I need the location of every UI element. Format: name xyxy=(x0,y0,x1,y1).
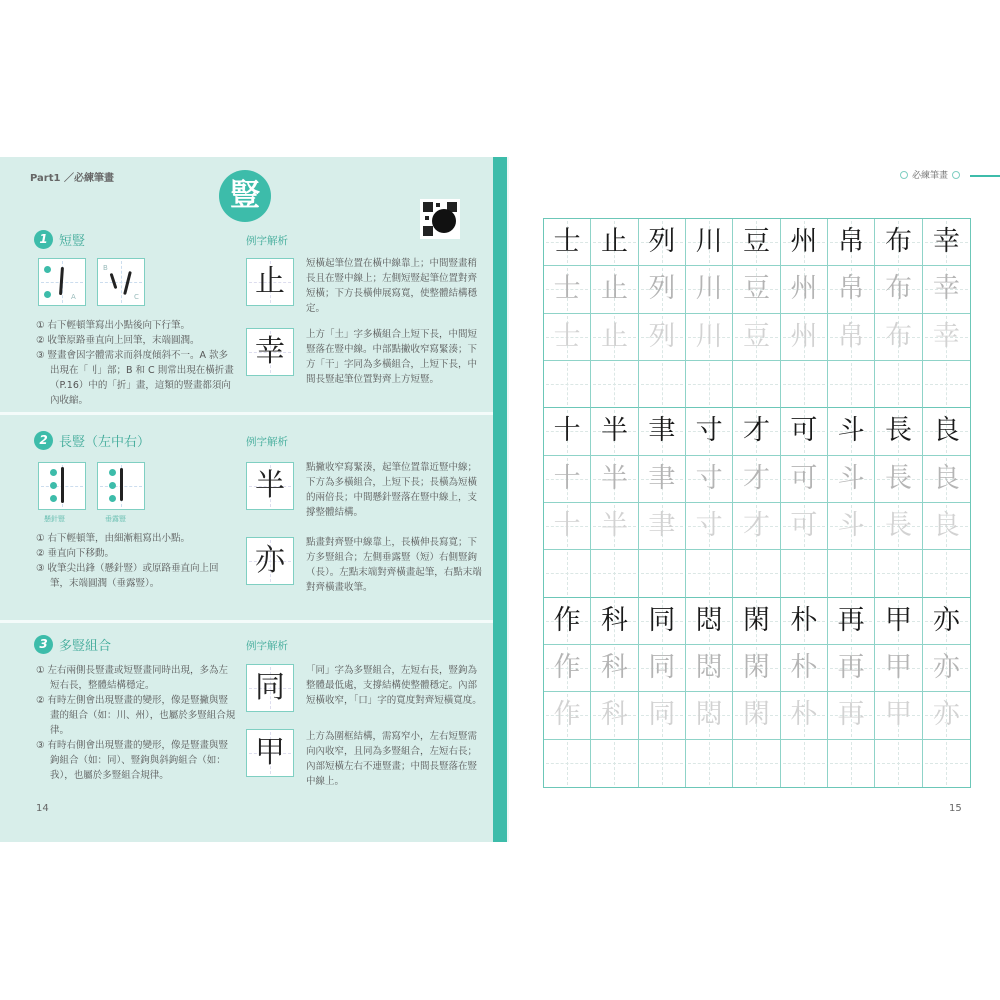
trace-character: 斗 xyxy=(837,462,865,494)
practice-cell xyxy=(828,219,875,266)
example-description: 「同」字為多豎組合，左短右長，豎鉤為整體最低處，支撐結構使整體穩定。內部短橫收窄，「口」字的寬度對齊短橫寬度。 xyxy=(306,665,482,706)
chapter-header xyxy=(900,168,960,181)
practice-cell xyxy=(544,503,591,550)
practice-cell xyxy=(591,550,638,597)
section-number-badge: 3 xyxy=(34,635,53,654)
rule-item: ① 左右兩側長豎畫或短豎畫同時出現，多為左短右長，整體結構穩定。 xyxy=(36,665,229,691)
trace-character: 才 xyxy=(742,462,770,494)
practice-cell xyxy=(781,456,828,503)
model-character: 朴 xyxy=(790,604,818,636)
header-rule xyxy=(970,175,1000,177)
trace-character: 十 xyxy=(553,509,581,541)
trace-character: 朴 xyxy=(790,699,818,731)
example-description: 上方「土」字多橫組合上短下長，中間短豎落在豎中線。中部點撇收窄寫緊湊；下方「干」字同為多橫組合，上短下長，中間長豎起筆位置對齊上方短豎。 xyxy=(306,329,478,385)
section-heading xyxy=(34,230,85,249)
practice-cell xyxy=(923,314,970,361)
practice-cell xyxy=(591,266,638,313)
practice-cell xyxy=(639,456,686,503)
practice-cell xyxy=(686,740,733,787)
practice-cell xyxy=(544,740,591,787)
model-character: 才 xyxy=(742,415,770,447)
trace-character: 亦 xyxy=(932,699,960,731)
trace-character: 悶 xyxy=(695,699,723,731)
practice-cell xyxy=(828,740,875,787)
example-description: 點畫對齊豎中線靠上，長橫伸長寫寬；下方多豎組合；左側垂露豎（短）右側豎鉤（長）。左點末端對齊橫畫起筆，右點末端對齊橫畫收筆。 xyxy=(306,537,482,593)
trace-character: 州 xyxy=(790,273,818,305)
trace-character: 列 xyxy=(648,320,676,352)
practice-cell xyxy=(591,740,638,787)
practice-cell xyxy=(875,314,922,361)
practice-cell xyxy=(733,456,780,503)
example-char-box: 止 xyxy=(246,258,294,306)
model-character: 豆 xyxy=(742,226,770,257)
example-char-box: 半 xyxy=(246,462,294,510)
practice-cell xyxy=(639,266,686,313)
practice-cell xyxy=(781,598,828,645)
trace-character: 斗 xyxy=(837,509,865,541)
model-character: 幸 xyxy=(932,226,960,257)
example-description: 短橫起筆位置在橫中線靠上；中間豎畫稍長且在豎中線上；左側短豎起筆位置對齊短橫；下方長橫伸展寫寬，使整體結構穩定。 xyxy=(306,258,478,314)
trace-character: 亦 xyxy=(932,651,960,683)
trace-character: 閑 xyxy=(742,699,770,731)
left-page xyxy=(0,157,493,842)
trace-character: 長 xyxy=(884,462,912,494)
practice-cell xyxy=(781,408,828,455)
title-character-badge: 豎 xyxy=(219,170,271,222)
practice-cell xyxy=(875,598,922,645)
section-title: 多豎組合 xyxy=(59,639,112,654)
practice-cell xyxy=(875,408,922,455)
example-label: 例字解析 xyxy=(246,436,288,448)
part-label: Part1 ／必練筆畫 xyxy=(30,173,114,184)
practice-cell xyxy=(875,266,922,313)
example-label: 例字解析 xyxy=(246,640,288,652)
trace-character: 寸 xyxy=(695,462,723,494)
model-character: 長 xyxy=(884,415,912,447)
stroke-diagram-xuanzhen xyxy=(38,462,86,510)
trace-character: 良 xyxy=(932,462,960,494)
practice-cell xyxy=(639,219,686,266)
practice-cell xyxy=(781,503,828,550)
practice-cell xyxy=(828,598,875,645)
practice-cell xyxy=(828,266,875,313)
rule-item: ① 右下輕頓筆，由細漸粗寫出小點。 xyxy=(36,533,191,544)
practice-cell xyxy=(733,503,780,550)
teal-spine-bar xyxy=(493,157,507,842)
trace-character: 止 xyxy=(600,273,628,305)
practice-cell xyxy=(686,503,733,550)
practice-cell xyxy=(875,645,922,692)
trace-character: 悶 xyxy=(695,651,723,683)
ring-icon xyxy=(900,171,908,179)
trace-character: 布 xyxy=(884,273,912,305)
practice-cell xyxy=(923,503,970,550)
model-character: 布 xyxy=(884,226,912,257)
practice-cell xyxy=(923,456,970,503)
practice-cell xyxy=(544,456,591,503)
page-number: 15 xyxy=(949,803,962,814)
practice-cell xyxy=(923,266,970,313)
practice-cell xyxy=(544,408,591,455)
practice-cell xyxy=(591,503,638,550)
practice-cell xyxy=(828,645,875,692)
practice-cell xyxy=(591,456,638,503)
practice-cell xyxy=(781,266,828,313)
practice-cell xyxy=(591,645,638,692)
practice-cell xyxy=(781,219,828,266)
practice-cell xyxy=(544,598,591,645)
stroke-diagram-bc: B C xyxy=(97,258,145,306)
section-long-vertical xyxy=(0,415,493,615)
practice-cell xyxy=(686,408,733,455)
practice-cell xyxy=(923,408,970,455)
chapter-title: 必練筆畫 xyxy=(912,171,949,181)
practice-cell xyxy=(781,692,828,739)
practice-cell xyxy=(591,408,638,455)
trace-character: 再 xyxy=(837,699,865,731)
model-character: 士 xyxy=(553,226,581,257)
trace-character: 再 xyxy=(837,651,865,683)
trace-character: 同 xyxy=(648,699,676,731)
trace-character: 科 xyxy=(600,699,628,731)
trace-character: 良 xyxy=(932,509,960,541)
model-character: 州 xyxy=(790,226,818,257)
trace-character: 甲 xyxy=(884,651,912,683)
trace-character: 幸 xyxy=(932,320,960,352)
trace-character: 半 xyxy=(600,462,628,494)
practice-cell xyxy=(591,692,638,739)
trace-character: 作 xyxy=(553,699,581,731)
rule-item: ① 右下輕頓筆寫出小點後向下行筆。 xyxy=(36,320,191,331)
practice-cell xyxy=(686,692,733,739)
practice-cell xyxy=(923,692,970,739)
practice-cell xyxy=(875,456,922,503)
practice-cell xyxy=(828,456,875,503)
trace-character: 可 xyxy=(790,462,818,494)
practice-cell xyxy=(828,550,875,597)
trace-character: 十 xyxy=(553,462,581,494)
example-description: 上方為圍框結構，需寫窄小，左右短豎需向內收窄，且同為多豎組合，左短右長；內部短橫左右不連豎畫；中間長豎落在豎中線上。 xyxy=(306,731,478,787)
practice-cell xyxy=(828,408,875,455)
section-short-vertical xyxy=(0,157,493,412)
practice-cell xyxy=(686,219,733,266)
practice-cell xyxy=(639,740,686,787)
practice-cell xyxy=(828,361,875,408)
practice-cell xyxy=(923,361,970,408)
practice-cell xyxy=(733,692,780,739)
practice-cell xyxy=(733,550,780,597)
model-character: 悶 xyxy=(695,604,723,636)
model-character: 甲 xyxy=(884,604,912,636)
section-heading xyxy=(34,431,150,450)
practice-cell xyxy=(639,361,686,408)
rule-item: ③ 有時右側會出現豎畫的變形，像是豎畫與豎鉤組合（如：同）、豎鉤與斜鉤組合（如：我），也屬於多豎組合規律。 xyxy=(36,740,229,781)
trace-character: 士 xyxy=(553,320,581,352)
trace-character: 可 xyxy=(790,509,818,541)
model-character: 科 xyxy=(600,604,628,636)
model-character: 半 xyxy=(600,415,628,447)
trace-character: 甲 xyxy=(884,699,912,731)
trace-character: 帛 xyxy=(837,320,865,352)
practice-cell xyxy=(875,550,922,597)
section-number-badge: 1 xyxy=(34,230,53,249)
trace-character: 豆 xyxy=(742,273,770,305)
practice-cell xyxy=(733,598,780,645)
practice-cell xyxy=(686,361,733,408)
practice-cell xyxy=(923,645,970,692)
model-character: 止 xyxy=(600,226,628,257)
rule-item: ② 有時左側會出現豎畫的變形，像是豎撇與豎畫的組合（如：川、州），也屬於多豎組合規律。 xyxy=(36,695,236,736)
practice-cell xyxy=(639,645,686,692)
practice-cell xyxy=(686,314,733,361)
model-character: 可 xyxy=(790,415,818,447)
rule-item: ③ 豎畫會因字體需求而斜度傾斜不一。A 款多出現在「刂」部；B 和 C 則常出現在橫折畫（P.16）中的「折」畫，這類的豎畫都須向內收縮。 xyxy=(36,350,234,406)
stroke-diagram-a: A xyxy=(38,258,86,306)
trace-character: 閑 xyxy=(742,651,770,683)
example-description: 點撇收窄寫緊湊，起筆位置靠近豎中線；下方為多橫組合，上短下長；長橫為短橫的兩倍長；中間懸針豎落在豎中線上，支撐整體結構。 xyxy=(306,462,478,518)
example-label: 例字解析 xyxy=(246,235,288,247)
practice-cell xyxy=(781,645,828,692)
model-character: 作 xyxy=(553,604,581,636)
practice-cell xyxy=(639,503,686,550)
practice-cell xyxy=(781,314,828,361)
model-character: 十 xyxy=(553,415,581,447)
trace-character: 寸 xyxy=(695,509,723,541)
practice-cell xyxy=(544,266,591,313)
trace-character: 布 xyxy=(884,320,912,352)
practice-grid xyxy=(543,218,971,788)
page-number: 14 xyxy=(36,803,49,814)
practice-cell xyxy=(686,598,733,645)
trace-character: 士 xyxy=(553,273,581,305)
stroke-diagram-chuilu xyxy=(97,462,145,510)
practice-cell xyxy=(828,314,875,361)
practice-cell xyxy=(639,408,686,455)
practice-cell xyxy=(875,361,922,408)
trace-character: 科 xyxy=(600,651,628,683)
model-character: 再 xyxy=(837,604,865,636)
practice-cell xyxy=(544,219,591,266)
practice-cell xyxy=(923,219,970,266)
model-character: 聿 xyxy=(648,415,676,447)
model-character: 亦 xyxy=(932,604,960,636)
practice-cell xyxy=(639,314,686,361)
model-character: 閑 xyxy=(742,604,770,636)
practice-cell xyxy=(733,645,780,692)
page-gutter xyxy=(507,157,509,842)
practice-cell xyxy=(591,598,638,645)
practice-cell xyxy=(923,740,970,787)
model-character: 川 xyxy=(695,226,723,257)
practice-cell xyxy=(733,408,780,455)
trace-character: 朴 xyxy=(790,651,818,683)
practice-cell xyxy=(639,550,686,597)
practice-cell xyxy=(639,598,686,645)
practice-cell xyxy=(686,266,733,313)
trace-character: 幸 xyxy=(932,273,960,305)
model-character: 寸 xyxy=(695,415,723,447)
practice-cell xyxy=(591,361,638,408)
example-char-box: 幸 xyxy=(246,328,294,376)
practice-cell xyxy=(875,503,922,550)
section-multi-vertical xyxy=(0,623,493,842)
section-title: 短豎 xyxy=(59,234,86,249)
practice-cell xyxy=(828,503,875,550)
practice-cell xyxy=(686,456,733,503)
model-character: 同 xyxy=(648,604,676,636)
section-title: 長豎（左中右） xyxy=(59,435,151,450)
practice-cell xyxy=(591,219,638,266)
rules-list xyxy=(36,318,236,408)
example-char-box: 同 xyxy=(246,664,294,712)
trace-character: 川 xyxy=(695,320,723,352)
practice-cell xyxy=(828,692,875,739)
trace-character: 州 xyxy=(790,320,818,352)
practice-cell xyxy=(875,740,922,787)
rules-list xyxy=(36,531,236,591)
section-number-badge: 2 xyxy=(34,431,53,450)
rules-list xyxy=(36,663,236,783)
practice-cell xyxy=(686,645,733,692)
stroke-caption: 垂露豎 xyxy=(105,515,126,523)
model-character: 列 xyxy=(648,226,676,257)
practice-cell xyxy=(544,645,591,692)
trace-character: 作 xyxy=(553,651,581,683)
trace-character: 同 xyxy=(648,651,676,683)
practice-cell xyxy=(781,550,828,597)
trace-character: 長 xyxy=(884,509,912,541)
rule-item: ② 垂直向下移動。 xyxy=(36,548,115,559)
practice-cell xyxy=(686,550,733,597)
practice-cell xyxy=(733,314,780,361)
practice-cell xyxy=(781,740,828,787)
model-character: 斗 xyxy=(837,415,865,447)
trace-character: 帛 xyxy=(837,273,865,305)
rule-item: ② 收筆原路垂直向上回筆，末端圓潤。 xyxy=(36,335,200,346)
practice-cell xyxy=(733,740,780,787)
practice-cell xyxy=(923,550,970,597)
practice-cell xyxy=(781,361,828,408)
trace-character: 豆 xyxy=(742,320,770,352)
practice-cell xyxy=(875,692,922,739)
trace-character: 半 xyxy=(600,509,628,541)
practice-cell xyxy=(544,314,591,361)
practice-cell xyxy=(544,550,591,597)
section-heading xyxy=(34,635,111,654)
example-char-box: 亦 xyxy=(246,537,294,585)
trace-character: 才 xyxy=(742,509,770,541)
practice-cell xyxy=(733,361,780,408)
practice-cell xyxy=(639,692,686,739)
stroke-caption: 懸針豎 xyxy=(44,515,65,523)
practice-cell xyxy=(544,361,591,408)
practice-cell xyxy=(544,692,591,739)
practice-cell xyxy=(591,314,638,361)
trace-character: 聿 xyxy=(648,509,676,541)
model-character: 帛 xyxy=(837,226,865,257)
practice-cell xyxy=(733,219,780,266)
model-character: 良 xyxy=(932,415,960,447)
ring-icon xyxy=(952,171,960,179)
rule-item: ③ 收筆尖出鋒（懸針豎）或原路垂直向上回筆，末端圓潤（垂露豎）。 xyxy=(36,563,219,589)
trace-character: 川 xyxy=(695,273,723,305)
practice-cell xyxy=(733,266,780,313)
practice-cell xyxy=(875,219,922,266)
trace-character: 列 xyxy=(648,273,676,305)
trace-character: 聿 xyxy=(648,462,676,494)
practice-cell xyxy=(923,598,970,645)
trace-character: 止 xyxy=(600,320,628,352)
example-char-box: 甲 xyxy=(246,729,294,777)
